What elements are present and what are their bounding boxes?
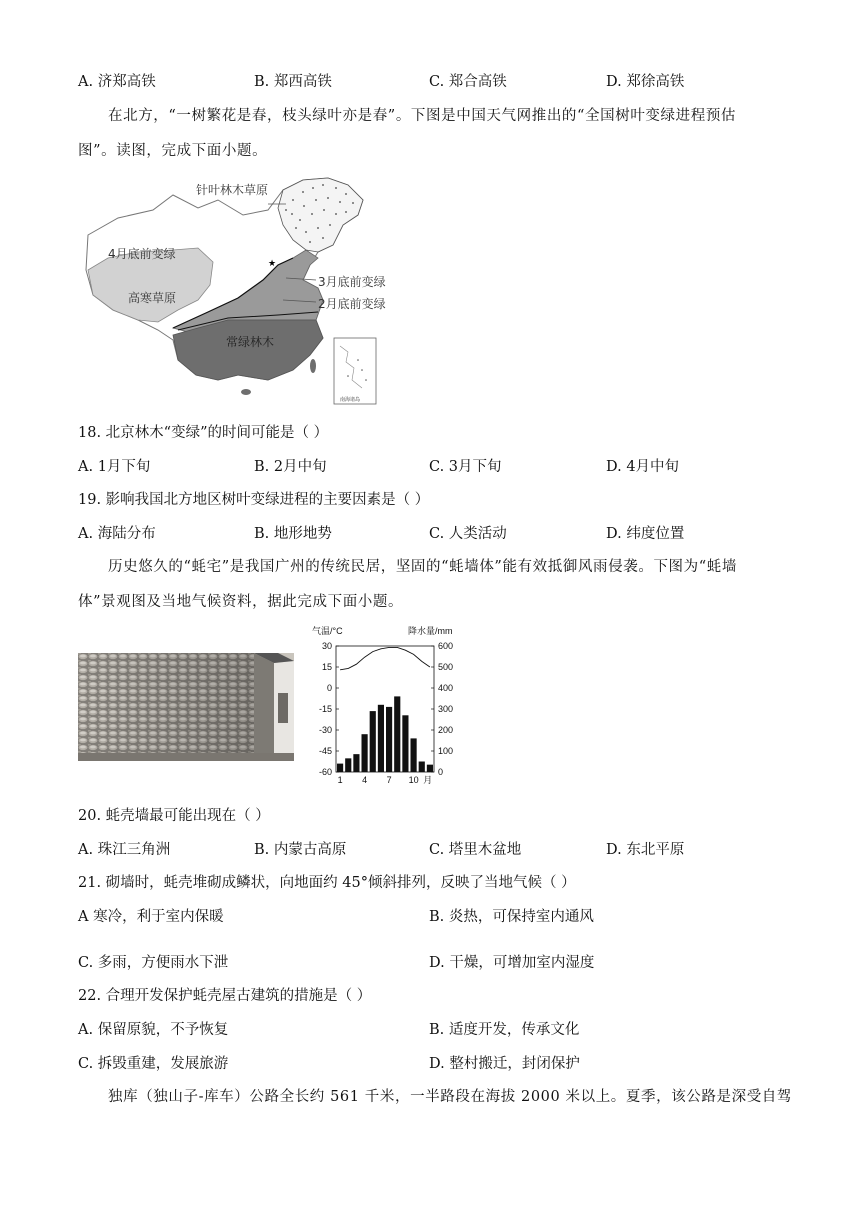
- q21-stem: 21. 砌墙时，蚝壳堆砌成鳞状，向地面约 45°倾斜排列，反映了当地气候（ ）: [78, 875, 576, 891]
- q18-option-c: C. 3月下旬: [429, 459, 502, 475]
- q21-option-d: D. 干燥，可增加室内湿度: [429, 955, 595, 971]
- temp-axis-label: 气温/°C: [312, 626, 343, 636]
- precip-tick-label: 100: [438, 746, 454, 756]
- precip-tick-label: 200: [438, 725, 454, 735]
- precip-tick-label: 400: [438, 683, 454, 693]
- beijing-star-icon: ★: [268, 259, 277, 269]
- oyster-wall-photo: [78, 653, 294, 761]
- q17-option-d: D. 郑徐高铁: [606, 74, 685, 90]
- intro3-line1: 独库（独山子-库车）公路全长约 561 千米，一半路段在海拔 2000 米以上。夏季，该公路是深受自驾: [108, 1089, 793, 1105]
- label-evergreen: 常绿林木: [226, 335, 275, 349]
- q18-option-d: D. 4月中旬: [606, 459, 680, 475]
- month-tick-label: 7: [386, 775, 392, 785]
- temperature-curve: [340, 647, 430, 669]
- temp-tick-label: -30: [318, 725, 332, 735]
- precip-bar-month-8: [394, 696, 400, 772]
- label-conifer: 针叶林木草原: [196, 183, 269, 197]
- precip-bar-month-4: [362, 734, 368, 772]
- q20-option-d: D. 东北平原: [606, 842, 685, 858]
- precip-bar-month-1: [337, 764, 343, 772]
- precip-bar-month-5: [370, 711, 376, 772]
- precip-tick-label: 0: [438, 767, 444, 777]
- q22-option-a: A. 保留原貌，不予恢复: [78, 1022, 229, 1038]
- precip-bar-month-11: [419, 762, 425, 773]
- q22-stem: 22. 合理开发保护蚝壳屋古建筑的措施是（ ）: [78, 988, 372, 1004]
- intro1-line1: 在北方，“一树繁花是春，枝头绿叶亦是春”。下图是中国天气网推出的“全国树叶变绿进程预估: [108, 108, 737, 124]
- precip-tick-label: 500: [438, 662, 454, 672]
- hainan-island: [241, 389, 251, 395]
- q18-option-a: A. 1月下旬: [78, 459, 151, 475]
- q22-option-c: C. 拆毁重建，发展旅游: [78, 1056, 229, 1072]
- precip-bar-month-2: [345, 758, 351, 772]
- intro1-line2: 图”。读图，完成下面小题。: [78, 143, 268, 159]
- q17-option-c: C. 郑合高铁: [429, 74, 507, 90]
- month-unit-label: 月: [423, 775, 433, 785]
- precip-bar-month-12: [427, 765, 433, 772]
- q19-option-c: C. 人类活动: [429, 526, 507, 542]
- south-china-sea-inset: [334, 338, 376, 404]
- precip-bar-month-10: [411, 738, 417, 772]
- precip-bar-month-6: [378, 705, 384, 772]
- temp-tick-label: -45: [318, 746, 332, 756]
- evergreen-forest-region: [173, 320, 323, 380]
- q21-option-c: C. 多雨，方便雨水下泄: [78, 955, 229, 971]
- month-tick-label: 4: [362, 775, 368, 785]
- temp-tick-label: 0: [326, 683, 332, 693]
- temp-tick-label: 15: [321, 662, 332, 672]
- precip-bar-month-9: [402, 715, 408, 772]
- temp-tick-label: 30: [321, 641, 332, 651]
- temp-tick-label: -15: [318, 704, 332, 714]
- precip-tick-label: 600: [438, 641, 454, 651]
- month-tick-label: 10: [408, 775, 419, 785]
- q21-option-b: B. 炎热，可保持室内通风: [429, 909, 594, 925]
- intro2-line1: 历史悠久的“蚝宅”是我国广州的传统民居，坚固的“蚝墙体”能有效抵御风雨侵袭。下图为“蚝墙: [108, 559, 737, 575]
- q18-option-b: B. 2月中旬: [254, 459, 327, 475]
- q20-option-c: C. 塔里木盆地: [429, 842, 522, 858]
- q19-option-b: B. 地形地势: [254, 526, 332, 542]
- intro2-line2: 体”景观图及当地气候资料，据此完成下面小题。: [78, 594, 404, 610]
- temp-tick-label: -60: [318, 767, 332, 777]
- month-tick-label: 1: [337, 775, 343, 785]
- precip-bar-month-3: [353, 754, 359, 772]
- label-feb: 2月底前变绿: [318, 297, 386, 311]
- precip-tick-label: 300: [438, 704, 454, 714]
- q18-stem: 18. 北京林木“变绿”的时间可能是（ ）: [78, 425, 329, 441]
- q22-option-b: B. 适度开发，传承文化: [429, 1022, 580, 1038]
- taiwan-island: [310, 359, 316, 373]
- precip-bar-month-7: [386, 707, 392, 772]
- q20-option-b: B. 内蒙古高原: [254, 842, 347, 858]
- q19-option-d: D. 纬度位置: [606, 526, 685, 542]
- q17-option-a: A. 济郑高铁: [78, 74, 156, 90]
- precip-bars: [337, 696, 433, 772]
- q22-option-d: D. 整村搬迁，封闭保护: [429, 1056, 580, 1072]
- month-ticks: [338, 775, 433, 785]
- label-march: 3月底前变绿: [318, 275, 386, 289]
- q19-option-a: A. 海陆分布: [78, 526, 156, 542]
- climate-chart: [310, 624, 460, 788]
- q19-stem: 19. 影响我国北方地区树叶变绿进程的主要因素是（ ）: [78, 492, 430, 508]
- q20-stem: 20. 蚝壳墙最可能出现在（ ）: [78, 808, 270, 824]
- q21-option-a: A 寒冷，利于室内保暖: [78, 909, 224, 925]
- label-alpine: 高寒草原: [128, 291, 177, 305]
- precip-axis-label: 降水量/mm: [408, 626, 453, 636]
- plot-frame: [336, 646, 434, 772]
- label-april: 4月底前变绿: [108, 247, 176, 261]
- inset-label: 南海诸岛: [340, 397, 361, 403]
- q20-option-a: A. 珠江三角洲: [78, 842, 171, 858]
- china-leaf-greening-map: [78, 170, 398, 408]
- q17-option-b: B. 郑西高铁: [254, 74, 332, 90]
